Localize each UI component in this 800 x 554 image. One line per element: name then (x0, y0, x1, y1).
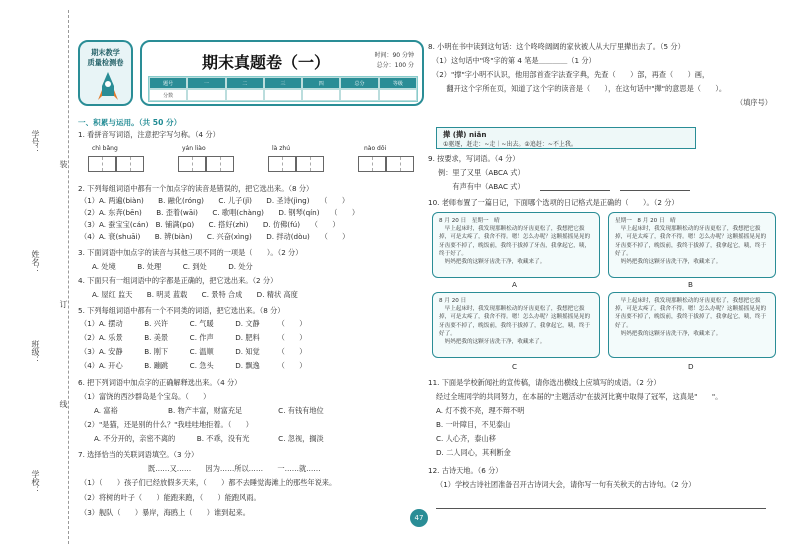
logo (78, 40, 133, 106)
diary-card-a (432, 212, 600, 278)
score-cell[interactable] (340, 89, 378, 101)
sub-question: （1）这句话中"咚"字的第 4 笔是＿＿＿＿（1 分） (432, 56, 596, 65)
student-id-label: 学号： (31, 130, 40, 154)
diary-text: 星期一 8 月 20 日 晴 早上起床时，我发现那颗松动的牙齿更松了，我想把它拔掉，可是太疼了，我舍不得。嗯！怎么办呢？这颗摇摇晃晃的牙齿要不掉了，晚饭前，我终于拔掉了，我拿起它，咦，终于好了。 妈妈把我的这颗牙齿洗干净，收藏来了。 (615, 218, 767, 266)
question-5: 5. 下列每组词语中都有一个不同类的词语，把它选出来。（8 分） (78, 306, 285, 315)
option-label: B (688, 280, 693, 289)
page-number: 47 (410, 509, 428, 527)
option-row: A. 屋红 监天 B. 明灵 蓝载 C. 景特 合成 D. 精状 高度 (92, 290, 298, 299)
question-6: 6. 把下列词语中加点字的正确解释选出来。（4 分） (78, 378, 242, 387)
score-head: 二 (226, 77, 264, 89)
sub-question: （1）富饶的西沙群岛是个宝岛。（ ） (80, 392, 211, 401)
option-row: （2）A. 东奔(bēn) B. 歪着(wāi) C. 歌唱(chàng) D. 钢琴(qín) （ ） (80, 208, 360, 217)
pinyin-3: là zhú (272, 145, 291, 152)
writing-box[interactable] (206, 156, 234, 172)
name-label: 姓名： (31, 250, 40, 274)
pinyin-1: chì bǎng (92, 145, 118, 152)
question-11: 11. 下面是学校新闻社的宣传稿，请你选出横线上应填写的成语。（2 分） (428, 378, 661, 387)
option-row: A. 富裕 B. 物产丰富，财富充足 C. 有钱有地位 (94, 406, 324, 415)
cut-line (68, 10, 69, 544)
section-heading: 一、积累与运用。（共 50 分） (78, 118, 182, 127)
pinyin-2: yán liào (182, 145, 206, 152)
question-12: 12. 古诗天地。（6 分） (428, 466, 503, 475)
logo-line2: 质量检测卷 (87, 58, 124, 67)
question-3: 3. 下面词语中加点字的读音与其他三项不同的一项是（ ）。（2 分） (78, 248, 303, 257)
option-row: A. 不分开的，亲密不离的 B. 不乖，没有光 C. 忽视，搁淡 (94, 434, 324, 443)
diary-text: 8 月 20 日 星期一 晴 早上起床时，我发现那颗松动的牙齿更松了，我想把它拔掉，可是太疼了，我舍不得。嗯！怎么办呢？这颗摇摇晃晃的牙齿要不掉了，晚饭前，我终于拔掉了牙齿，我拿起它，咦，终于好了。 妈妈把我的这颗牙齿洗干净，收藏来了。 (439, 218, 591, 266)
score-cell[interactable] (379, 89, 417, 101)
score-table (148, 76, 418, 102)
question-4: 4. 下面只有一组词语中的字都是正确的，把它选出来。（2 分） (78, 276, 278, 285)
cut-mark-3: 线 (59, 400, 68, 408)
score-head: 题号 (149, 77, 187, 89)
school-label: 学校： (31, 470, 40, 494)
dict-def: ①驱逐，赶走：~走｜~出去。②追赶：~不上我。 (443, 141, 577, 148)
logo-line1: 期末教学 (91, 48, 120, 57)
question-8: 8. 小明在书中读到这句话：这个咚咚阔阔的家伙被人从大厅里撵出去了。（5 分） (428, 42, 685, 51)
note: （填序号） (736, 98, 772, 107)
sub-question: （2）"是猫，还是别的什么？"我哇哇地拒着。（ ） (80, 420, 253, 429)
sub-question: （2）将树的叶子（ ）能跑来跑，（ ）能跑风雨。 (80, 493, 261, 502)
word-bank: 既……又…… 因为……所以…… 一……就…… (148, 464, 321, 473)
option-label: A (512, 280, 517, 289)
option-row: （1）A. 摆动 B. 兴许 C. 气暖 D. 文静 （ ） (80, 319, 307, 328)
answer-line[interactable] (540, 190, 610, 191)
score-head: 等级 (379, 77, 417, 89)
question-1: 1. 看拼音写词语，注意把字写匀称。（4 分） (78, 130, 220, 139)
diary-card-b (608, 212, 776, 278)
sub-question: （1）（ ）孩子们已经放假多天来，（ ）都不去睡觉海滩上的那些年说来。 (80, 478, 337, 487)
option-row: （3）A. 蚕宝宝(cán) B. 铺满(pū) C. 搭好(zhì) D. 仿佛(fú) （ ） (80, 220, 340, 229)
question-7: 7. 选择恰当的关联词语填空。（3 分） (78, 450, 199, 459)
sub-question: （2）"撑"字小明不认识，他用部首查字法查字典，先查（ ）部，再查（ ）画， (432, 70, 710, 79)
diary-card-c (432, 292, 600, 358)
writing-box[interactable] (116, 156, 144, 172)
rocket-icon (98, 72, 118, 102)
binding-strip (0, 0, 72, 554)
option-row: （1）A. 两遍(biàn) B. 融化(róng) C. 儿子(jǐ) D. 圣诗(jìng) （ ） (80, 196, 350, 205)
example-row: 例：里了又里（ABCA 式） (438, 168, 525, 177)
answer-line[interactable] (620, 190, 690, 191)
score-head: 三 (264, 77, 302, 89)
pinyin-4: nào dōi (364, 145, 387, 152)
option-label: D (688, 362, 694, 371)
score-head: 四 (302, 77, 340, 89)
writing-box[interactable] (178, 156, 206, 172)
diary-text: 早上起床时，我发现那颗松动的牙齿更松了，我想把它拔掉，可是太疼了，我舍不得。嗯！怎么办呢？这颗摇摇晃晃的牙齿要不掉了，晚饭前，我终于拔掉了，我拿起它，咦，终于好了。 妈妈把我的这颗牙齿洗干净，收藏来了。 (615, 298, 767, 337)
option-row: （2）A. 乐景 B. 美景 C. 作声 D. 肥料 （ ） (80, 333, 307, 342)
sub-question: （1）学校古诗社团准备召开古诗词大会，请你写一句有关秋天的古诗句。（2 分） (436, 480, 696, 489)
dictionary-entry (436, 127, 696, 149)
score-head: 总分 (340, 77, 378, 89)
cut-mark-2: 订 (59, 300, 68, 308)
score-cell[interactable] (226, 89, 264, 101)
writing-box[interactable] (358, 156, 386, 172)
option-row: （4）A. 开心 B. 蹦跳 C. 急头 D. 飘逸 （ ） (80, 361, 307, 370)
option-row: （4）A. 衰(shuāi) B. 辨(biàn) C. 兴奋(xìng) D. 拌动(dòu) （ ） (80, 232, 350, 241)
option-label: C (512, 362, 518, 371)
score-row-label: 分数 (149, 89, 187, 101)
writing-box[interactable] (268, 156, 296, 172)
exam-time: 时间：90 分钟 (374, 52, 414, 59)
writing-box[interactable] (386, 156, 414, 172)
page-title: 期末真题卷（一） (202, 53, 331, 72)
diary-text: 8 月 20 日 早上起床时，我发现那颗松动的牙齿更松了，我想把它拔掉，可是太疼了，我舍不得。嗯！怎么办呢？这颗摇摇晃晃的牙齿要不掉了，晚饭前，我终于拔掉了，我拿起它，咦，终于好了。 妈妈把我的这颗牙齿洗干净，收藏来了。 (439, 298, 591, 346)
exam-total: 总分：100 分 (376, 62, 414, 69)
score-cell[interactable] (302, 89, 340, 101)
class-label: 班级： (31, 340, 40, 364)
score-head: 一 (187, 77, 225, 89)
option-row: A. 处境 B. 处理 C. 到处 D. 处分 (92, 262, 253, 271)
answer-line[interactable] (436, 508, 766, 509)
dict-head: 撵 (撵) niǎn (443, 130, 487, 139)
score-cell[interactable] (264, 89, 302, 101)
option-row: D. 二人同心，其利断金 (436, 448, 511, 457)
option-row: C. 人心齐，泰山移 (436, 434, 496, 443)
option-row: A. 灯不拨不亮，理不辩不明 (436, 406, 525, 415)
diary-card-d (608, 292, 776, 358)
cut-mark-1: 装 (59, 160, 68, 168)
writing-box[interactable] (296, 156, 324, 172)
sub-question: （3）舰队（ ）暴岸，海鸥上（ ）谁到起来。 (80, 508, 250, 517)
task-row: 有声有中（ABAC 式） (438, 182, 525, 191)
writing-box[interactable] (88, 156, 116, 172)
question-9: 9. 按要求，写词语。（4 分） (428, 154, 520, 163)
option-row: B. 一叶障目，不见泰山 (436, 420, 511, 429)
option-row: （3）A. 安静 B. 刚下 C. 温顺 D. 知觉 （ ） (80, 347, 307, 356)
score-cell[interactable] (187, 89, 225, 101)
header (140, 40, 424, 106)
question-2: 2. 下列每组词语中都有一个加点字的读音是错误的，把它选出来。（8 分） (78, 184, 314, 193)
passage: 经过全班同学的共同努力，在本届的"主题活动"在拔河比赛中取得了冠军，这真是" "。 (436, 392, 723, 401)
sub-question: 翻开这个字所在页，知道了这个字的读音是（ ），在这句话中"撵"的意思是（ ）。 (432, 84, 727, 93)
question-10: 10. 老师布置了一篇日记，下面哪个选项的日记格式是正确的（ ）。（2 分） (428, 198, 679, 207)
